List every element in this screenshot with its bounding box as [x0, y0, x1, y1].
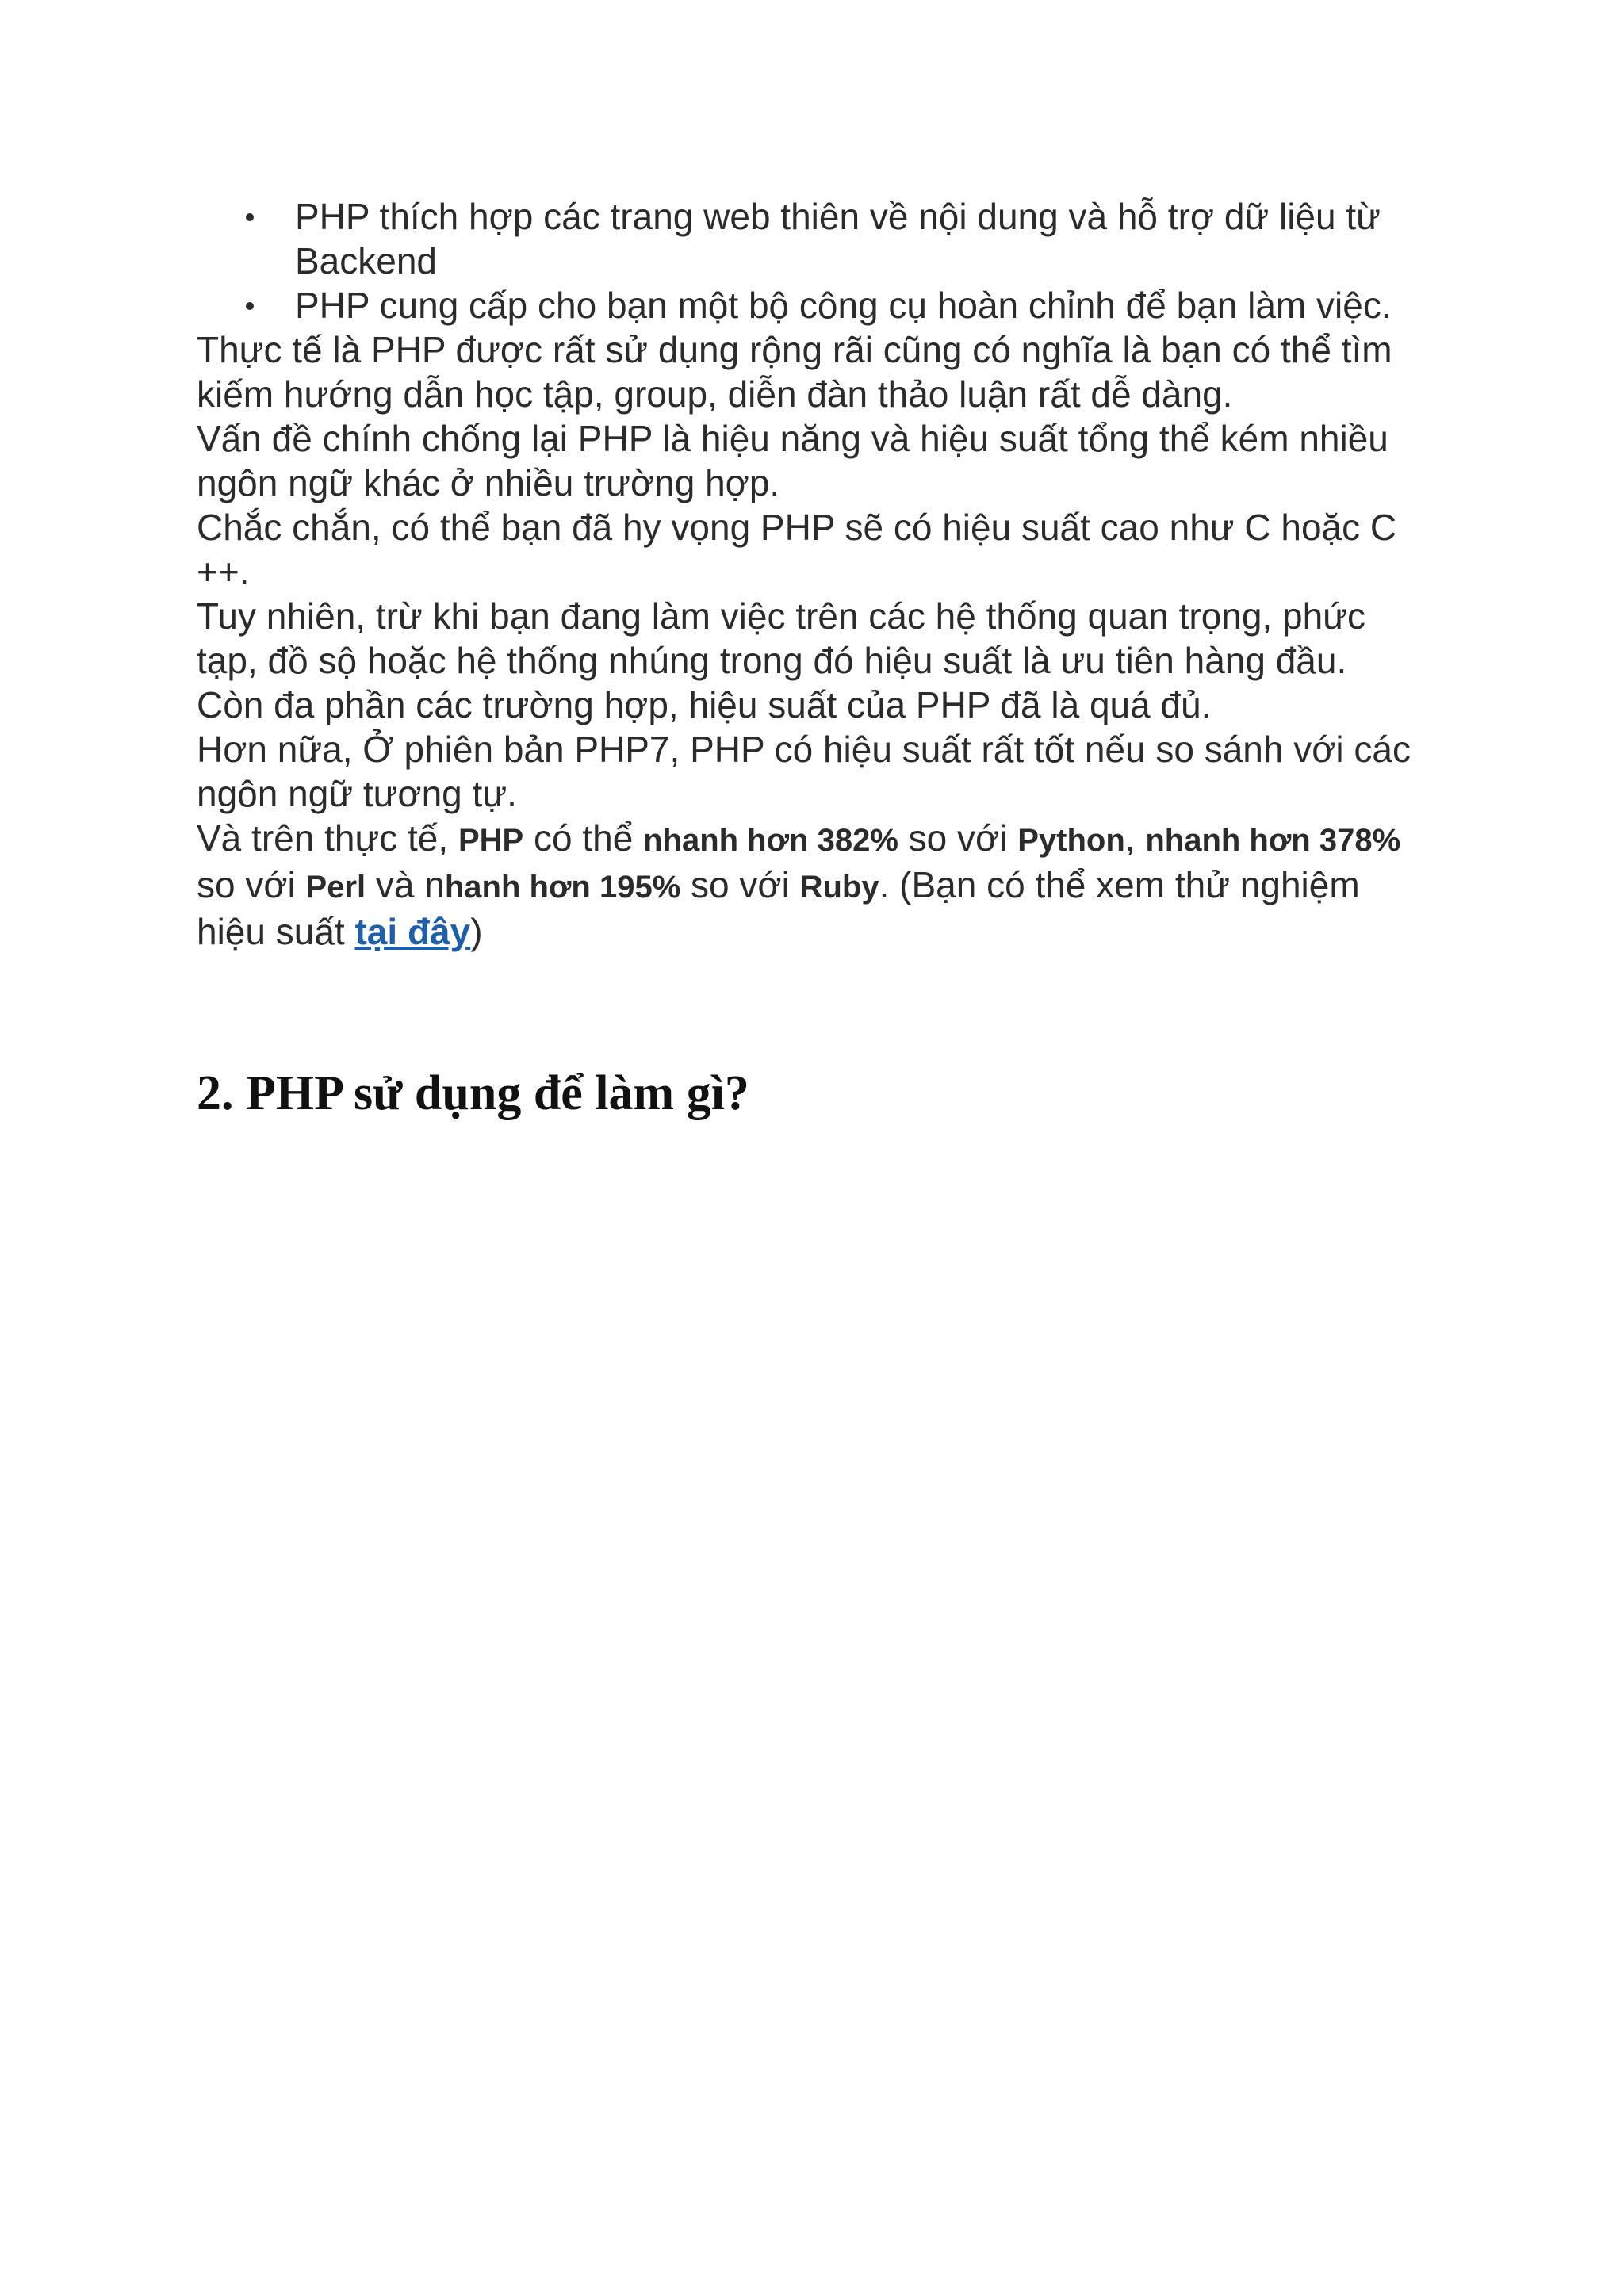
section-heading: 2. PHP sử dụng để làm gì? — [197, 1066, 749, 1120]
list-item — [295, 283, 1434, 327]
bullet-list — [197, 194, 1434, 327]
paragraph: Tuy nhiên, trừ khi bạn đang làm việc trên các hệ thống quan trọng, phức tạp, đồ sộ hoặc hệ thống nhúng trong đó hiệu suất là ưu tiên hàng đầu. — [197, 595, 1365, 681]
list-item-text: PHP cung cấp cho bạn một bộ công cụ hoàn chỉnh để bạn làm việc. — [295, 285, 1392, 326]
paragraph: Vấn đề chính chống lại PHP là hiệu năng và hiệu suất tổng thể kém nhiều ngôn ngữ khác ở nhiều trường hợp. — [197, 418, 1388, 503]
list-item-text: PHP thích hợp các trang web thiên về nội dung và hỗ trợ dữ liệu từ Backend — [295, 196, 1381, 281]
performance-paragraph — [197, 816, 1434, 954]
list-item — [295, 194, 1434, 283]
bold-python: Python — [1017, 823, 1125, 858]
bold-ruby: Ruby — [799, 870, 879, 905]
bullet-icon — [246, 213, 254, 221]
text-run: , — [1124, 817, 1146, 859]
text-run: . (Bạn có thể xem thử nghiệm hiệu suất — [197, 864, 1360, 952]
bold-php: PHP — [458, 823, 524, 858]
text-run: có thể — [523, 817, 644, 859]
text-run: so với — [680, 864, 800, 905]
paragraph: Còn đa phần các trường hợp, hiệu suất của PHP đã là quá đủ. — [197, 684, 1212, 725]
text-run: so với — [898, 817, 1018, 859]
bullet-icon — [246, 302, 254, 310]
text-run: so với — [197, 864, 306, 905]
paragraph: Thực tế là PHP được rất sử dụng rộng rãi cũng có nghĩa là bạn có thể tìm kiếm hướng dẫn học tập, group, diễn đàn thảo luận rất dễ dàng. — [197, 329, 1392, 415]
bold-perl: Perl — [305, 870, 366, 905]
text-run: Và trên thực tế, — [197, 817, 458, 859]
bold-faster-378: nhanh hơn 378% — [1145, 823, 1401, 858]
benchmark-link[interactable]: tại đây — [354, 911, 471, 952]
text-run: ) — [470, 911, 483, 952]
paragraph: Hơn nữa, Ở phiên bản PHP7, PHP có hiệu suất rất tốt nếu so sánh với các ngôn ngữ tương tự. — [197, 729, 1411, 814]
document-body — [197, 194, 1434, 1122]
bold-faster-382: nhanh hơn 382% — [643, 823, 898, 858]
paragraph: Chắc chắn, có thể bạn đã hy vọng PHP sẽ có hiệu suất cao như C hoặc C ++. — [197, 507, 1397, 592]
text-run: và n — [366, 864, 445, 905]
bold-faster-195: hanh hơn 195% — [444, 870, 681, 905]
